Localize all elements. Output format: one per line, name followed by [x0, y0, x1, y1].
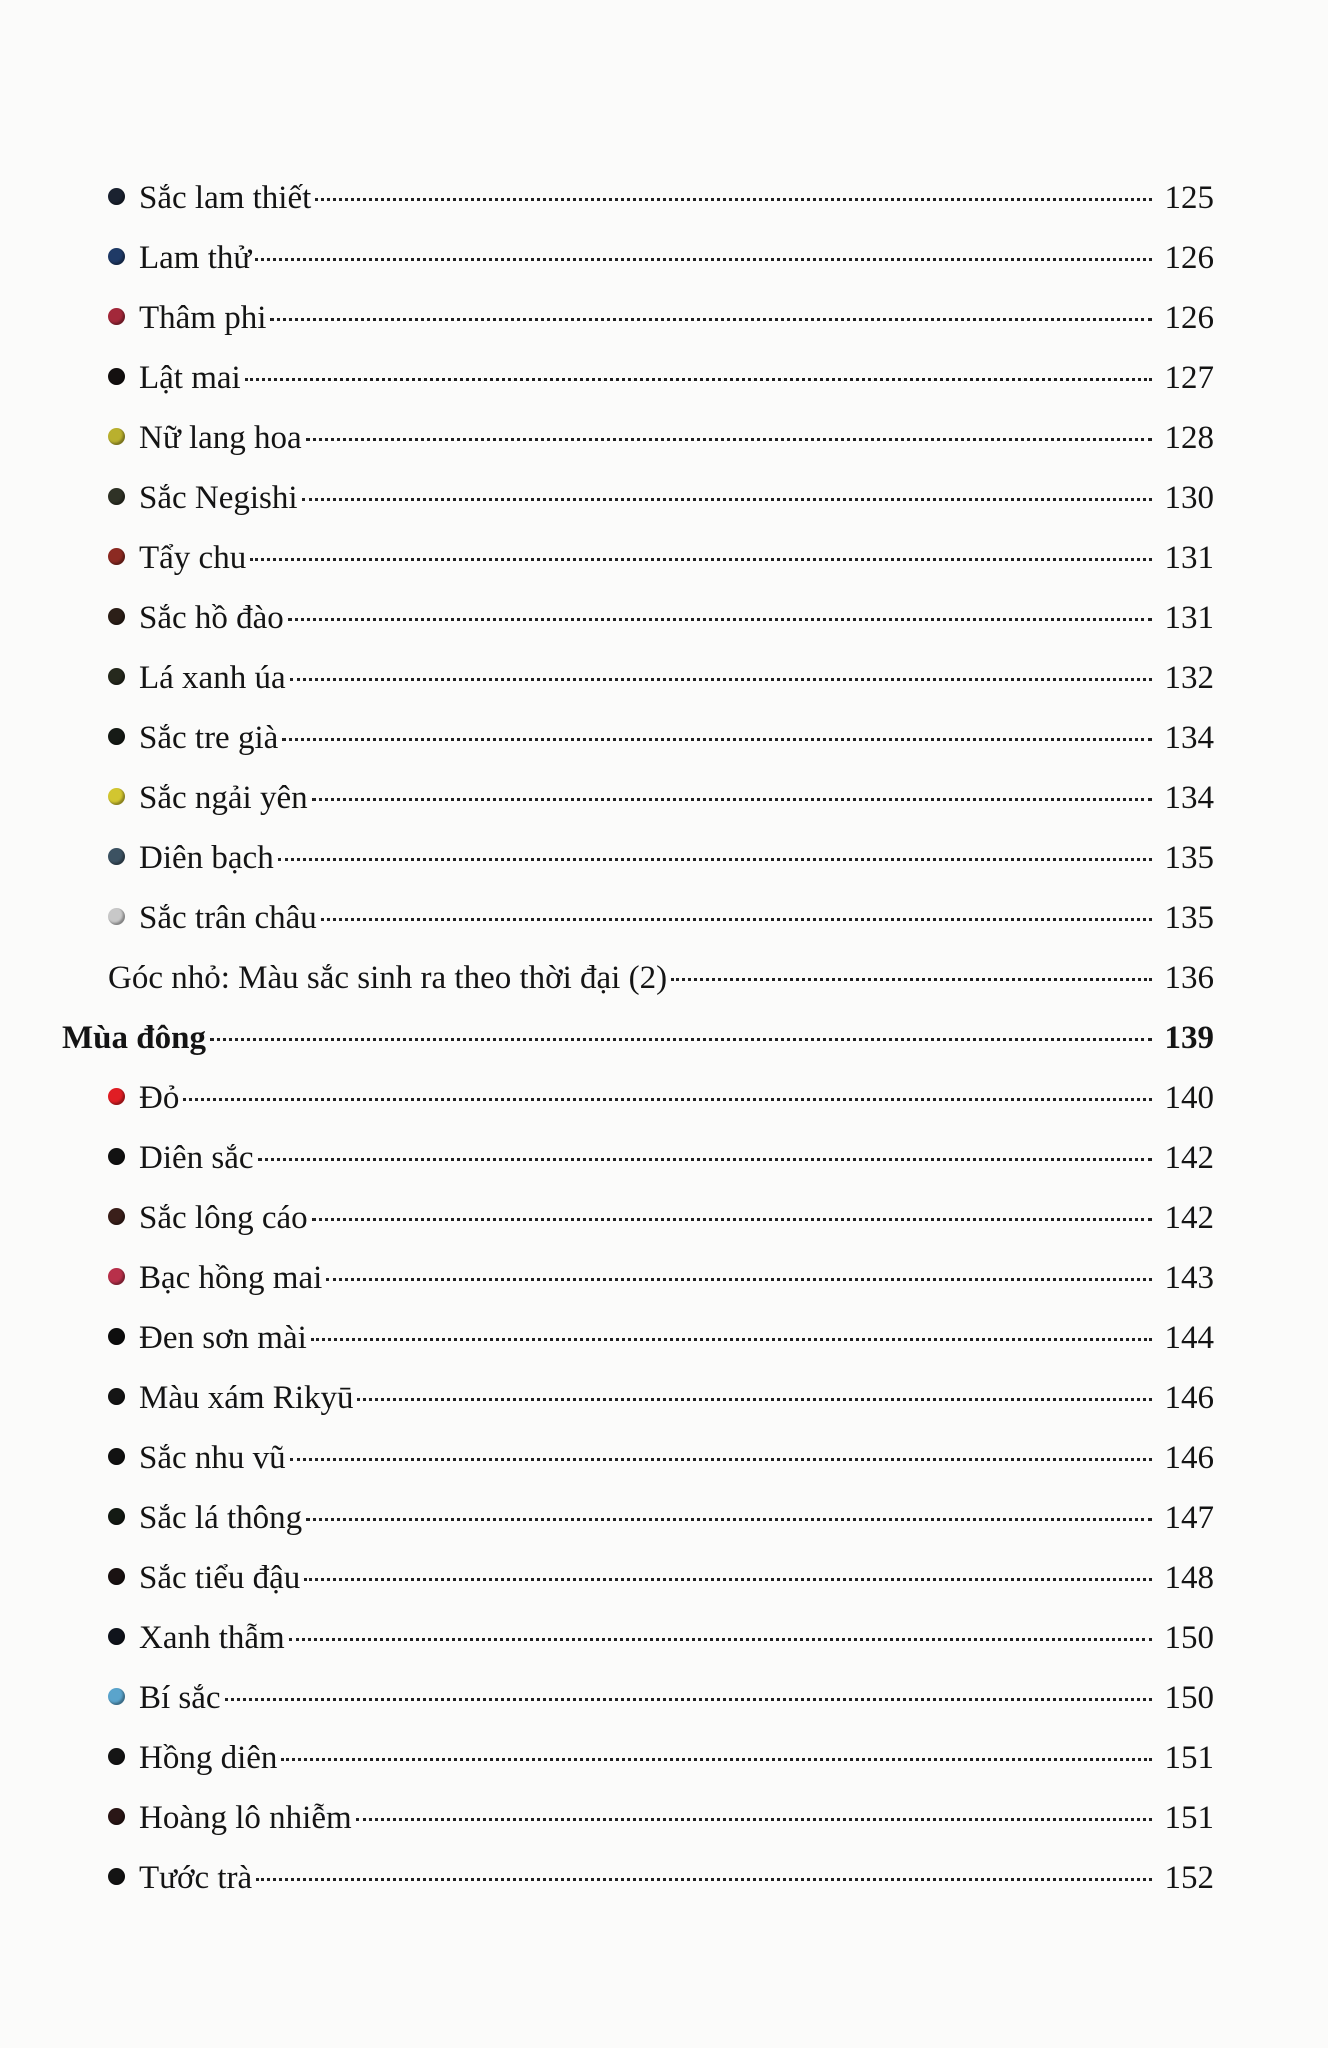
toc-entry-title: Lật mai	[139, 360, 241, 396]
color-dot-icon	[108, 1328, 125, 1345]
toc-page-number: 151	[1164, 1740, 1214, 1776]
color-dot-icon	[108, 848, 125, 865]
toc-entry-title: Sắc trân châu	[139, 900, 317, 936]
toc-entry-title: Đen sơn mài	[139, 1320, 307, 1356]
toc-entry-title: Bí sắc	[139, 1680, 221, 1716]
toc-entry	[62, 348, 1214, 408]
color-dot-icon	[108, 1448, 125, 1465]
color-dot-icon	[108, 788, 125, 805]
toc-entry-title: Bạc hồng mai	[139, 1260, 323, 1296]
toc-page-number: 142	[1164, 1140, 1214, 1176]
toc-page-number: 140	[1164, 1080, 1214, 1116]
dot-leader	[245, 378, 1152, 381]
toc-page-number: 131	[1164, 600, 1214, 636]
toc-note-entry	[62, 948, 1214, 1008]
color-dot-icon	[108, 1508, 125, 1525]
toc-entry-title: Hồng diên	[139, 1740, 278, 1776]
dot-leader	[225, 1698, 1152, 1701]
color-dot-icon	[108, 1688, 125, 1705]
toc-entry	[62, 228, 1214, 288]
toc-page-number: 132	[1164, 660, 1214, 696]
toc-entry-title: Sắc lá thông	[139, 1500, 303, 1536]
toc-page-number: 131	[1164, 540, 1214, 576]
color-dot-icon	[108, 1208, 125, 1225]
toc-entry	[62, 1728, 1214, 1788]
toc-entry-title: Thâm phi	[139, 300, 267, 336]
toc-entry	[62, 528, 1214, 588]
toc-entry-title: Nữ lang hoa	[139, 420, 302, 456]
dot-leader	[250, 558, 1152, 561]
toc-page-number: 127	[1164, 360, 1214, 396]
dot-leader	[306, 438, 1152, 441]
toc-entry	[62, 1308, 1214, 1368]
toc-entry-title: Diên bạch	[139, 840, 274, 876]
toc-page-number: 151	[1164, 1800, 1214, 1836]
toc-entry	[62, 1788, 1214, 1848]
toc-entry	[62, 1248, 1214, 1308]
toc-entry	[62, 1068, 1214, 1128]
toc-entry	[62, 468, 1214, 528]
toc-page-number: 150	[1164, 1680, 1214, 1716]
color-dot-icon	[108, 1388, 125, 1405]
dot-leader	[258, 1158, 1152, 1161]
dot-leader	[306, 1518, 1152, 1521]
dot-leader	[321, 918, 1152, 921]
toc-entry-title: Sắc lam thiết	[139, 180, 312, 216]
color-dot-icon	[108, 1268, 125, 1285]
toc-entry-title: Sắc Negishi	[139, 480, 298, 516]
toc-entry	[62, 888, 1214, 948]
color-dot-icon	[108, 428, 125, 445]
dot-leader	[671, 978, 1152, 981]
dot-leader	[315, 198, 1152, 201]
dot-leader	[326, 1278, 1152, 1281]
toc-entry-title: Tước trà	[139, 1860, 253, 1896]
toc-page-number: 136	[1164, 960, 1214, 996]
color-dot-icon	[108, 1088, 125, 1105]
color-dot-icon	[108, 1628, 125, 1645]
toc-entry-title: Sắc tre già	[139, 720, 279, 756]
dot-leader	[282, 738, 1152, 741]
toc-page-number: 142	[1164, 1200, 1214, 1236]
toc-entry	[62, 1548, 1214, 1608]
dot-leader	[290, 678, 1152, 681]
toc-entry	[62, 1128, 1214, 1188]
toc-entry	[62, 288, 1214, 348]
dot-leader	[311, 1338, 1152, 1341]
toc-page-number: 146	[1164, 1440, 1214, 1476]
dot-leader	[278, 858, 1152, 861]
dot-leader	[302, 498, 1152, 501]
dot-leader	[290, 1458, 1152, 1461]
color-dot-icon	[108, 308, 125, 325]
dot-leader	[288, 618, 1152, 621]
dot-leader	[289, 1638, 1152, 1641]
toc-entry-title: Lá xanh úa	[139, 660, 286, 696]
toc-entry-title: Sắc tiểu đậu	[139, 1560, 301, 1596]
toc-entry	[62, 1848, 1214, 1908]
toc-page-number: 134	[1164, 780, 1214, 816]
toc-entry	[62, 708, 1214, 768]
color-dot-icon	[108, 248, 125, 265]
toc-entry	[62, 168, 1214, 228]
dot-leader	[210, 1038, 1152, 1041]
toc-entry	[62, 1188, 1214, 1248]
color-dot-icon	[108, 908, 125, 925]
toc-entry	[62, 1668, 1214, 1728]
color-dot-icon	[108, 1748, 125, 1765]
dot-leader	[312, 798, 1152, 801]
toc-entry-title: Sắc hồ đào	[139, 600, 284, 636]
toc-page-number: 125	[1164, 180, 1214, 216]
dot-leader	[304, 1578, 1152, 1581]
toc-page-number: 139	[1164, 1020, 1214, 1056]
toc-entry	[62, 408, 1214, 468]
toc-page-number: 128	[1164, 420, 1214, 456]
dot-leader	[256, 1878, 1152, 1881]
color-dot-icon	[108, 1148, 125, 1165]
toc-entry-title: Hoàng lô nhiễm	[139, 1800, 352, 1836]
toc-entry-title: Xanh thẫm	[139, 1620, 285, 1656]
toc-page-number: 126	[1164, 300, 1214, 336]
color-dot-icon	[108, 368, 125, 385]
color-dot-icon	[108, 1568, 125, 1585]
toc-page-number: 143	[1164, 1260, 1214, 1296]
toc-entry-title: Sắc lông cáo	[139, 1200, 308, 1236]
dot-leader	[255, 258, 1152, 261]
toc-entry-title: Tẩy chu	[139, 540, 247, 576]
toc-entry	[62, 1368, 1214, 1428]
toc-entry	[62, 1428, 1214, 1488]
toc-page-number: 144	[1164, 1320, 1214, 1356]
color-dot-icon	[108, 548, 125, 565]
toc-page-number: 130	[1164, 480, 1214, 516]
toc-entry-title: Sắc ngải yên	[139, 780, 308, 816]
toc-page-number: 146	[1164, 1380, 1214, 1416]
dot-leader	[270, 318, 1152, 321]
dot-leader	[183, 1098, 1152, 1101]
toc-entry-title: Diên sắc	[139, 1140, 254, 1176]
toc-page-number: 134	[1164, 720, 1214, 756]
toc-page-number: 148	[1164, 1560, 1214, 1596]
toc-entry	[62, 768, 1214, 828]
color-dot-icon	[108, 608, 125, 625]
toc-page-number: 152	[1164, 1860, 1214, 1896]
color-dot-icon	[108, 1868, 125, 1885]
table-of-contents	[62, 168, 1214, 1908]
color-dot-icon	[108, 728, 125, 745]
toc-entry	[62, 588, 1214, 648]
toc-entry	[62, 1608, 1214, 1668]
toc-entry	[62, 648, 1214, 708]
color-dot-icon	[108, 488, 125, 505]
toc-entry-title: Mùa đông	[62, 1020, 206, 1056]
dot-leader	[312, 1218, 1152, 1221]
toc-entry	[62, 1488, 1214, 1548]
toc-page-number: 135	[1164, 900, 1214, 936]
toc-page-number: 135	[1164, 840, 1214, 876]
toc-entry-title: Lam thử	[139, 240, 252, 276]
toc-entry	[62, 828, 1214, 888]
toc-page-number: 126	[1164, 240, 1214, 276]
toc-entry-title: Sắc nhu vũ	[139, 1440, 286, 1476]
dot-leader	[281, 1758, 1152, 1761]
dot-leader	[356, 1818, 1152, 1821]
color-dot-icon	[108, 188, 125, 205]
toc-entry-title: Đỏ	[139, 1080, 180, 1116]
toc-page-number: 150	[1164, 1620, 1214, 1656]
dot-leader	[357, 1398, 1152, 1401]
toc-page-number: 147	[1164, 1500, 1214, 1536]
color-dot-icon	[108, 668, 125, 685]
toc-entry-title: Màu xám Rikyū	[139, 1380, 354, 1416]
toc-entry-title: Góc nhỏ: Màu sắc sinh ra theo thời đại (2)	[108, 960, 668, 996]
color-dot-icon	[108, 1808, 125, 1825]
toc-section-heading	[62, 1008, 1214, 1068]
